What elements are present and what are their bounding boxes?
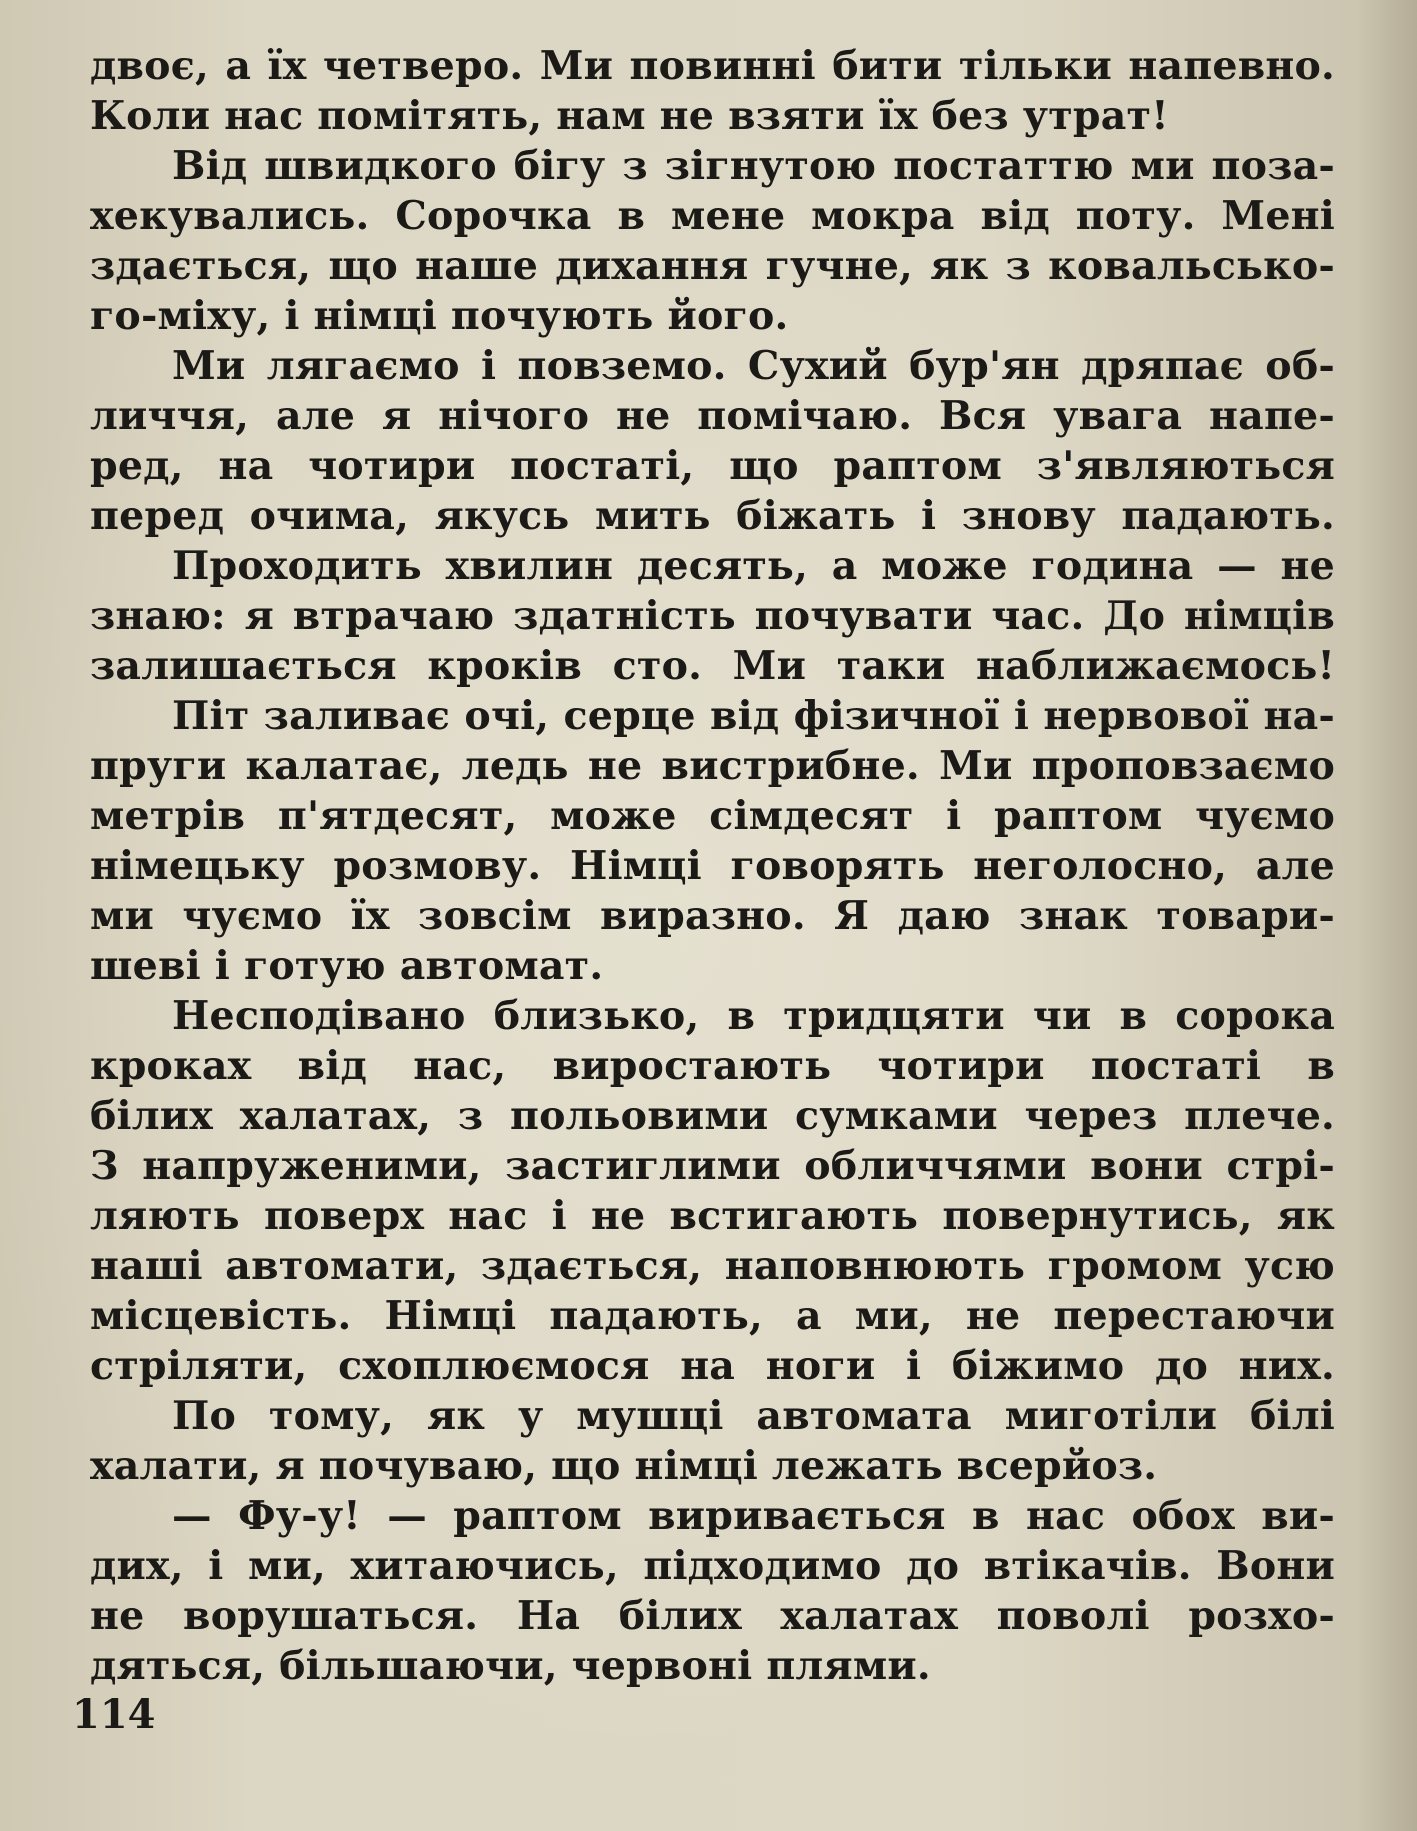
text-line: — Фу-у! — раптом виривається в нас обох ви- (172, 1493, 1335, 1539)
text-line: личчя, але я нічого не помічаю. Вся увага напе- (90, 393, 1335, 439)
text-line: ред, на чотири постаті, що раптом з'являються (90, 443, 1335, 489)
text-line: знаю: я втрачаю здатність почувати час. До німців (90, 593, 1335, 639)
text-line: місцевість. Німці падають, а ми, не перестаючи (90, 1293, 1335, 1339)
text-line: двоє, а їх четверо. Ми повинні бити тільки напевно. (90, 43, 1335, 89)
text-line: стріляти, схоплюємося на ноги і біжимо до них. (90, 1343, 1335, 1389)
text-line: Несподівано близько, в тридцяти чи в сорока (172, 993, 1335, 1039)
text-line: По тому, як у мушці автомата миготіли білі (172, 1393, 1335, 1439)
text-line: Коли нас помітять, нам не взяти їх без утрат! (90, 93, 1169, 139)
text-line: Від швидкого бігу з зігнутою постаттю ми поза- (172, 143, 1335, 189)
text-line: шеві і готую автомат. (90, 943, 604, 989)
text-line: халати, я почуваю, що німці лежать всерйоз. (90, 1443, 1158, 1489)
page-number: 114 (72, 1691, 156, 1738)
page-shadow (1357, 0, 1417, 1831)
text-line: хекувались. Сорочка в мене мокра від поту. Мені (90, 193, 1335, 239)
text-line: З напруженими, застиглими обличчями вони стрі- (90, 1143, 1335, 1189)
text-line: метрів п'ятдесят, може сімдесят і раптом чуємо (90, 793, 1335, 839)
text-line: го-міху, і німці почують його. (90, 293, 789, 339)
text-line: не ворушаться. На білих халатах поволі розхо- (90, 1593, 1335, 1639)
text-line: наші автомати, здається, наповнюють громом усю (90, 1243, 1335, 1289)
text-line: німецьку розмову. Німці говорять неголосно, але (90, 843, 1335, 889)
text-line: кроках від нас, виростають чотири постаті в (90, 1043, 1335, 1089)
text-line: пруги калатає, ледь не вистрибне. Ми проповзаємо (90, 743, 1335, 789)
text-line: білих халатах, з польовими сумками через плече. (90, 1093, 1335, 1139)
text-line: дяться, більшаючи, червоні плями. (90, 1643, 931, 1689)
text-line: здається, що наше дихання гучне, як з ковальсько- (90, 243, 1335, 289)
text-line: Ми лягаємо і повземо. Сухий бур'ян дряпає об- (172, 343, 1335, 389)
text-line: дих, і ми, хитаючись, підходимо до втікачів. Вони (90, 1543, 1335, 1589)
text-line: ми чуємо їх зовсім виразно. Я даю знак товари- (90, 893, 1335, 939)
text-line: Піт заливає очі, серце від фізичної і нервової на- (172, 693, 1335, 739)
text-line: залишається кроків сто. Ми таки наближаємось! (90, 643, 1335, 689)
text-line: перед очима, якусь мить біжать і знову падають. (90, 493, 1335, 539)
text-line: ляють поверх нас і не встигають повернутись, як (90, 1193, 1335, 1239)
text-line: Проходить хвилин десять, а може година — не (172, 543, 1335, 589)
